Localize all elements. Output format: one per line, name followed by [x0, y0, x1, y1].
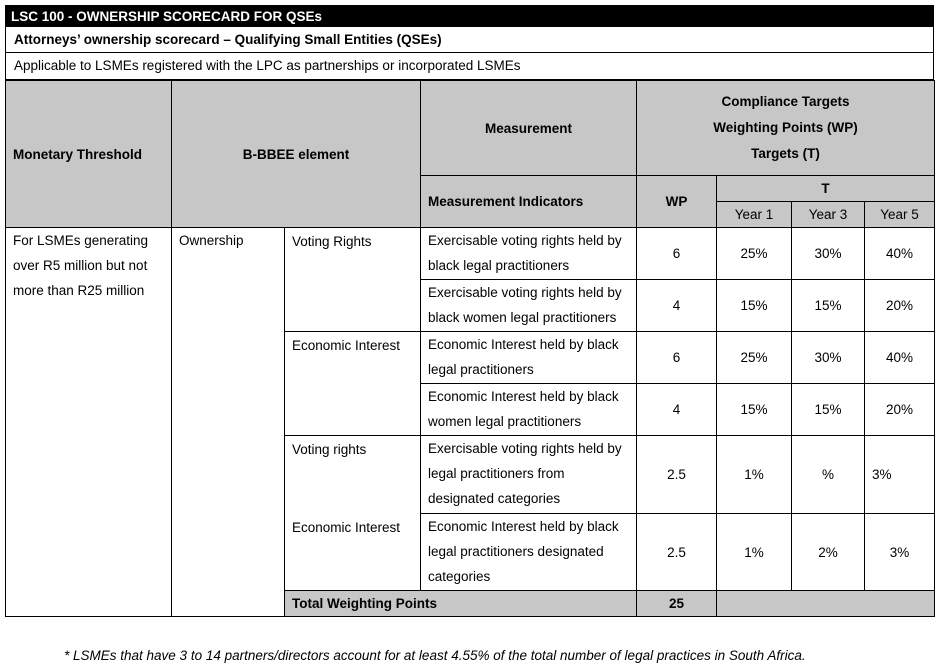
- wp-cell: 2.5: [637, 514, 717, 591]
- category-cell: Economic Interest: [285, 332, 421, 384]
- header-year-1: Year 1: [717, 202, 792, 228]
- year1-cell: 25%: [717, 228, 792, 280]
- category-cell: [285, 280, 421, 332]
- wp-cell: 2.5: [637, 436, 717, 514]
- year3-cell: 30%: [792, 228, 865, 280]
- indicator-cell: Economic Interest held by black legal practitioners designated categories: [421, 514, 637, 591]
- total-targets-blank: [717, 591, 935, 617]
- year5-cell: 20%: [865, 384, 935, 436]
- header-bbbee-element: B-BBEE element: [172, 81, 421, 228]
- category-cell: Economic Interest: [285, 514, 421, 591]
- year1-cell: 15%: [717, 280, 792, 332]
- category-cell: Voting rights: [285, 436, 421, 514]
- year3-cell: %: [792, 436, 865, 514]
- header-year-5: Year 5: [865, 202, 935, 228]
- indicator-cell: Exercisable voting rights held by legal practitioners from designated categories: [421, 436, 637, 514]
- year5-cell: 40%: [865, 228, 935, 280]
- header-compliance-targets: [637, 81, 935, 176]
- header-t: T: [717, 176, 935, 202]
- header-compliance-line2: Weighting Points (WP): [713, 120, 858, 135]
- element-cell: Ownership: [172, 228, 285, 617]
- indicator-cell: Economic Interest held by black legal practitioners: [421, 332, 637, 384]
- wp-cell: 6: [637, 332, 717, 384]
- total-label: Total Weighting Points: [285, 591, 637, 617]
- scorecard-subtitle: Attorneys’ ownership scorecard – Qualifying Small Entities (QSEs): [6, 27, 933, 53]
- indicator-cell: Exercisable voting rights held by black legal practitioners: [421, 228, 637, 280]
- year1-cell: 15%: [717, 384, 792, 436]
- header-wp: WP: [637, 176, 717, 228]
- year3-cell: 2%: [792, 514, 865, 591]
- year5-cell: 3%: [865, 514, 935, 591]
- document-title: LSC 100 - OWNERSHIP SCORECARD FOR QSEs: [5, 5, 934, 27]
- year3-cell: 15%: [792, 384, 865, 436]
- header-compliance-line3: Targets (T): [751, 146, 820, 161]
- year3-cell: 15%: [792, 280, 865, 332]
- header-compliance-line1: Compliance Targets: [721, 94, 850, 109]
- year1-cell: 1%: [717, 514, 792, 591]
- footnote: * LSMEs that have 3 to 14 partners/directors account for at least 4.55% of the total number of legal practices in South Africa.: [64, 648, 806, 663]
- applicability-note: Applicable to LSMEs registered with the LPC as partnerships or incorporated LSMEs: [14, 58, 521, 73]
- year5-cell: 40%: [865, 332, 935, 384]
- category-cell: Voting Rights: [285, 228, 421, 280]
- total-wp: 25: [637, 591, 717, 617]
- wp-cell: 4: [637, 384, 717, 436]
- year5-cell: 3%: [865, 436, 935, 514]
- indicator-cell: Economic Interest held by black women legal practitioners: [421, 384, 637, 436]
- header-measurement-indicators: Measurement Indicators: [421, 176, 637, 228]
- indicator-cell: Exercisable voting rights held by black women legal practitioners: [421, 280, 637, 332]
- header-year-3: Year 3: [792, 202, 865, 228]
- year1-cell: 1%: [717, 436, 792, 514]
- header-monetary-threshold: Monetary Threshold: [6, 81, 172, 228]
- year5-cell: 20%: [865, 280, 935, 332]
- wp-cell: 4: [637, 280, 717, 332]
- year3-cell: 30%: [792, 332, 865, 384]
- scorecard-intro: [5, 27, 934, 80]
- ownership-scorecard-table: [5, 80, 935, 617]
- header-measurement: Measurement: [421, 81, 637, 176]
- category-cell: [285, 384, 421, 436]
- threshold-cell: For LSMEs generating over R5 million but not more than R25 million: [6, 228, 172, 617]
- wp-cell: 6: [637, 228, 717, 280]
- year1-cell: 25%: [717, 332, 792, 384]
- scorecard-document: [5, 5, 934, 617]
